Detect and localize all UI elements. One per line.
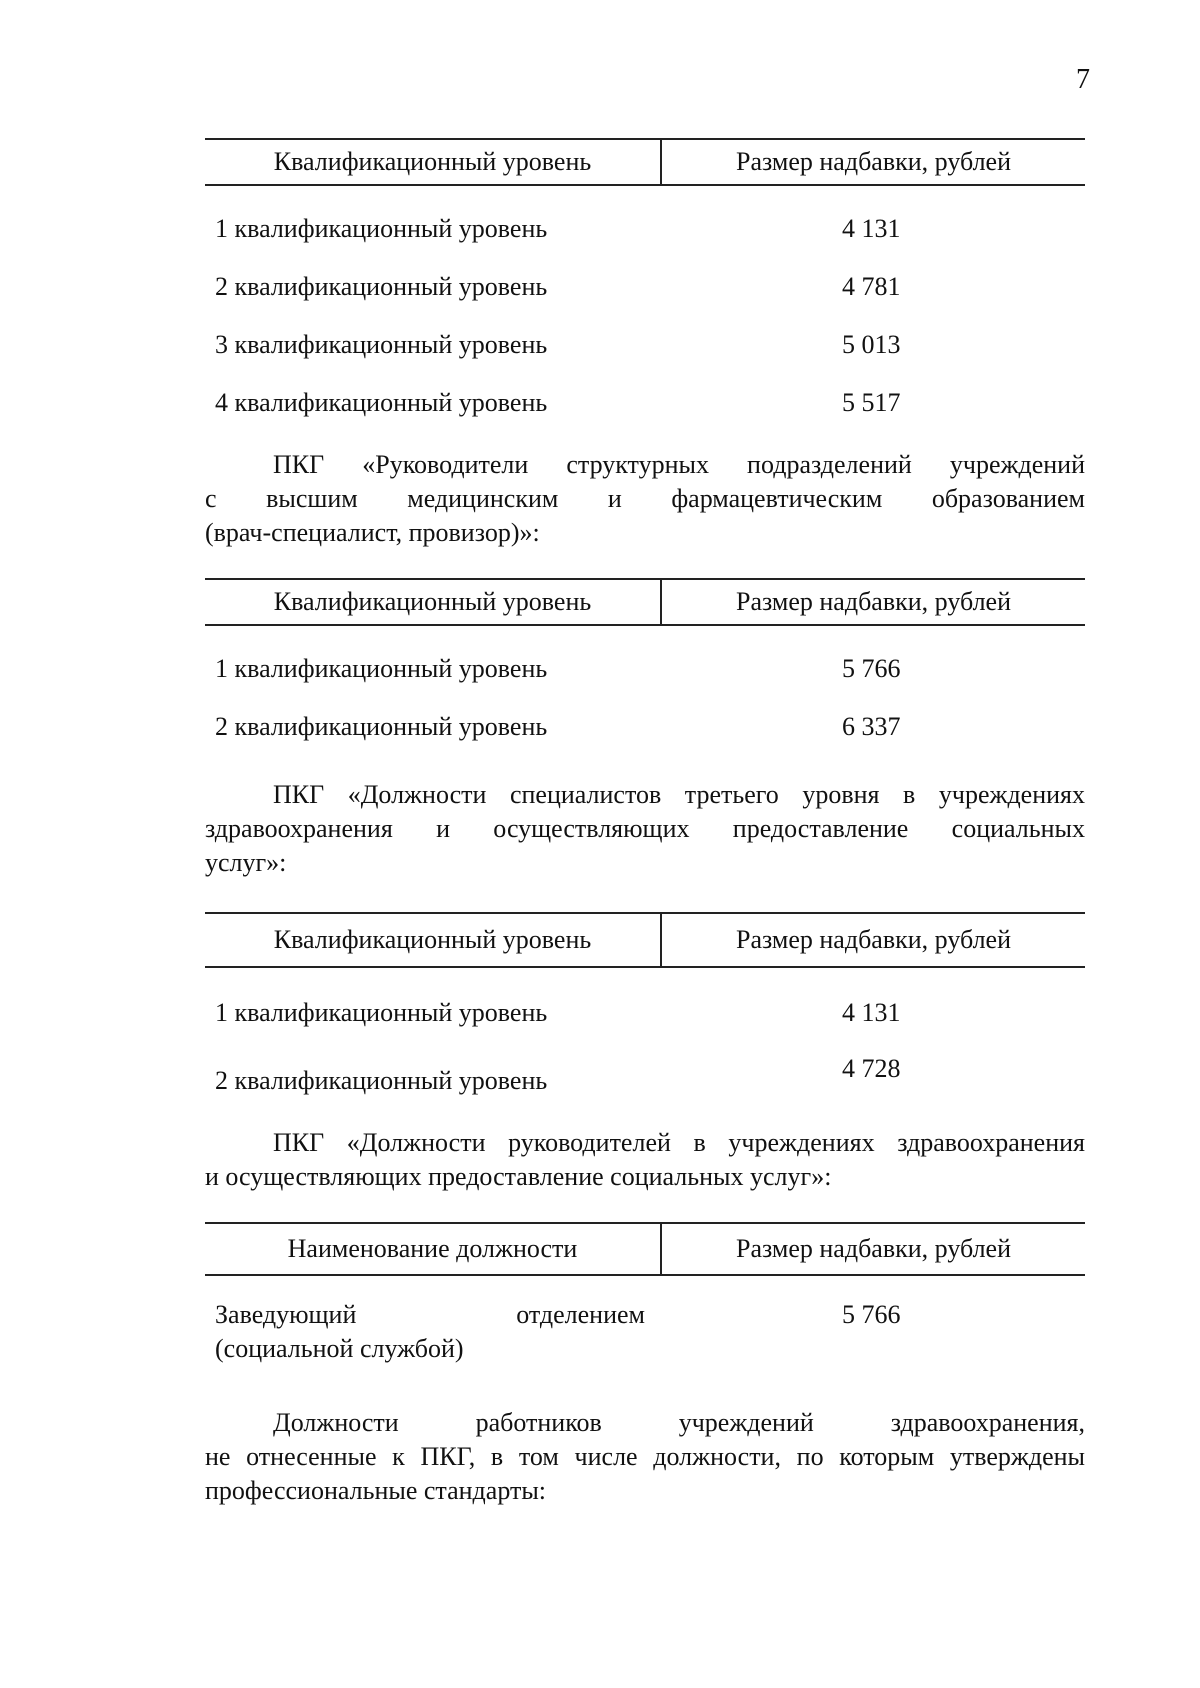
allowance-table-4: [205, 1222, 1085, 1366]
paragraph-line: ПКГ «Руководители структурных подразделений учреждений: [273, 450, 1085, 479]
table-header: [205, 138, 1085, 186]
header-allowance-amount: Размер надбавки, рублей: [736, 1234, 1011, 1263]
table-row: [205, 640, 1085, 698]
row-level: 1 квалификационный уровень: [215, 214, 548, 243]
row-level: 3 квалификационный уровень: [215, 330, 548, 359]
row-value: 6 337: [842, 712, 901, 741]
table-row: [205, 1042, 1085, 1108]
row-level: 2 квалификационный уровень: [215, 1066, 548, 1095]
row-level: 2 квалификационный уровень: [215, 272, 548, 301]
table-row: [205, 698, 1085, 756]
header-qualification-level: Квалификационный уровень: [205, 580, 662, 624]
row-value: 4 131: [842, 214, 901, 243]
table-header: [205, 1222, 1085, 1276]
paragraph-line: ПКГ «Должности руководителей в учреждениях здравоохранения: [273, 1128, 1085, 1157]
header-allowance-amount: Размер надбавки, рублей: [736, 147, 1011, 176]
table-header: [205, 912, 1085, 968]
row-level: 4 квалификационный уровень: [215, 388, 548, 417]
paragraph-third-level-specialists: [205, 778, 1085, 880]
table-row: [205, 258, 1085, 316]
paragraph-heads-of-divisions: [205, 448, 1085, 550]
header-allowance-amount: Размер надбавки, рублей: [736, 925, 1011, 954]
row-level: 2 квалификационный уровень: [215, 712, 548, 741]
paragraph-line: с высшим медицинским и фармацевтическим образованием: [205, 484, 1085, 513]
paragraph-heads-in-institutions: [205, 1126, 1085, 1194]
position-line: Заведующий отделением: [215, 1300, 645, 1329]
position-line: (социальной службой): [215, 1334, 464, 1363]
page-number: 7: [1076, 64, 1090, 95]
paragraph-line: и осуществляющих предоставление социальных услуг»:: [205, 1162, 832, 1191]
paragraph-line: не отнесенные к ПКГ, в том числе должности, по которым утверждены: [205, 1442, 1085, 1471]
row-value: 4 781: [842, 272, 901, 301]
row-value: 5 766: [842, 654, 901, 683]
row-position: [205, 1298, 660, 1366]
header-allowance-amount: Размер надбавки, рублей: [736, 587, 1011, 616]
header-qualification-level: Квалификационный уровень: [205, 914, 662, 966]
row-level: 1 квалификационный уровень: [215, 998, 548, 1027]
row-value: 5 517: [842, 388, 901, 417]
row-value: 5 013: [842, 330, 901, 359]
row-value: 4 728: [842, 1054, 901, 1083]
row-value: 4 131: [842, 998, 901, 1027]
paragraph-line: (врач-специалист, провизор)»:: [205, 518, 540, 547]
paragraph-line: профессиональные стандарты:: [205, 1476, 547, 1505]
paragraph-line: здравоохранения и осуществляющих предоставление социальных: [205, 814, 1085, 843]
paragraph-line: услуг»:: [205, 848, 287, 877]
table-row: [205, 200, 1085, 258]
header-qualification-level: Квалификационный уровень: [205, 140, 662, 184]
header-position-name: Наименование должности: [205, 1224, 662, 1274]
row-level: 1 квалификационный уровень: [215, 654, 548, 683]
table-row: [205, 984, 1085, 1042]
table-row: [205, 1276, 1085, 1366]
allowance-table-3: [205, 912, 1085, 1108]
row-value: 5 766: [842, 1300, 901, 1329]
paragraph-non-pkg-positions: [205, 1406, 1085, 1508]
allowance-table-1: [205, 138, 1085, 432]
allowance-table-2: [205, 578, 1085, 756]
table-row: [205, 374, 1085, 432]
table-row: [205, 316, 1085, 374]
table-header: [205, 578, 1085, 626]
paragraph-line: ПКГ «Должности специалистов третьего уровня в учреждениях: [273, 780, 1085, 809]
paragraph-line: Должности работников учреждений здравоохранения,: [273, 1408, 1085, 1437]
